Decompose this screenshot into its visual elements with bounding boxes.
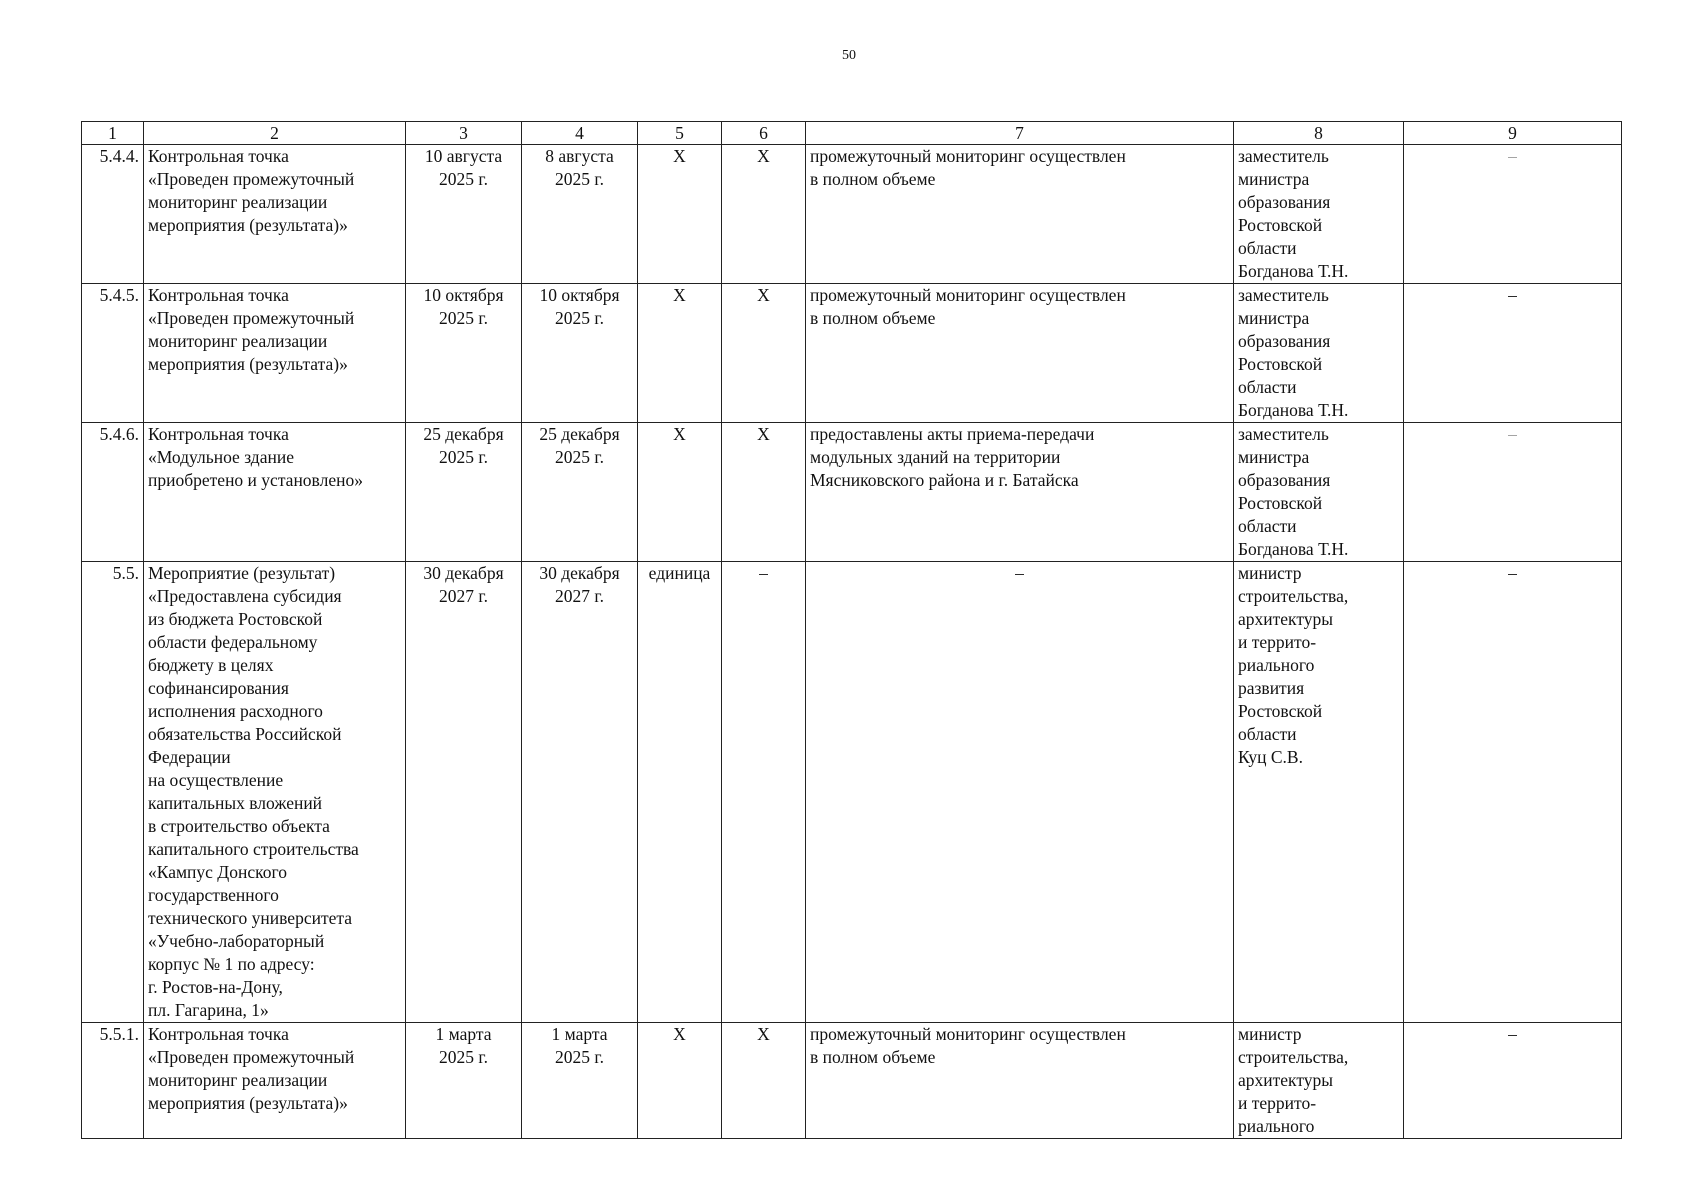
header-col-5: 5 xyxy=(638,122,722,145)
row-date-plan: 25 декабря 2025 г. xyxy=(406,423,522,562)
header-row xyxy=(82,122,1622,145)
row-name: Контрольная точка «Проведен промежуточный мониторинг реализации мероприятия (результата)» xyxy=(144,284,406,423)
header-col-3: 3 xyxy=(406,122,522,145)
row-col6: Х xyxy=(722,145,806,284)
row-col6: Х xyxy=(722,423,806,562)
header-col-6: 6 xyxy=(722,122,806,145)
row-result: промежуточный мониторинг осуществлен в полном объеме xyxy=(806,284,1234,423)
row-col9: – xyxy=(1404,145,1622,284)
row-responsible: министр строительства, архитектуры и террито- риального развития Ростовской области Куц С.В. xyxy=(1234,562,1404,1023)
row-unit: Х xyxy=(638,1023,722,1139)
row-number: 5.4.5. xyxy=(82,284,144,423)
row-responsible: заместитель министра образования Ростовской области Богданова Т.Н. xyxy=(1234,284,1404,423)
row-date-fact: 25 декабря 2025 г. xyxy=(522,423,638,562)
header-col-2: 2 xyxy=(144,122,406,145)
row-date-plan: 30 декабря 2027 г. xyxy=(406,562,522,1023)
row-col9: – xyxy=(1404,423,1622,562)
row-responsible: заместитель министра образования Ростовской области Богданова Т.Н. xyxy=(1234,423,1404,562)
table-row xyxy=(82,284,1622,423)
plan-table xyxy=(81,121,1622,1139)
table-row xyxy=(82,145,1622,284)
row-name: Мероприятие (результат) «Предоставлена субсидия из бюджета Ростовской области федеральному бюджету в целях софинансирования исполнения расходного обязательства Российской Федерации на осуществление капитальных вложений в строительство объекта капитального строительства «Кампус Донского государственного технического университета «Учебно-лабораторный корпус № 1 по адресу: г. Ростов-на-Дону, пл. Гагарина, 1» xyxy=(144,562,406,1023)
row-unit: единица xyxy=(638,562,722,1023)
row-date-plan: 1 марта 2025 г. xyxy=(406,1023,522,1139)
row-result: – xyxy=(806,562,1234,1023)
row-date-fact: 10 октября 2025 г. xyxy=(522,284,638,423)
header-col-9: 9 xyxy=(1404,122,1622,145)
table-row xyxy=(82,423,1622,562)
page-number: 50 xyxy=(842,48,856,63)
row-number: 5.5. xyxy=(82,562,144,1023)
row-unit: Х xyxy=(638,423,722,562)
row-name: Контрольная точка «Проведен промежуточный мониторинг реализации мероприятия (результата)» xyxy=(144,1023,406,1139)
row-number: 5.5.1. xyxy=(82,1023,144,1139)
row-col6: Х xyxy=(722,284,806,423)
row-result: предоставлены акты приема-передачи модульных зданий на территории Мясниковского района и г. Батайска xyxy=(806,423,1234,562)
row-col6: – xyxy=(722,562,806,1023)
header-col-7: 7 xyxy=(806,122,1234,145)
row-result: промежуточный мониторинг осуществлен в полном объеме xyxy=(806,145,1234,284)
row-date-plan: 10 октября 2025 г. xyxy=(406,284,522,423)
row-date-plan: 10 августа 2025 г. xyxy=(406,145,522,284)
row-date-fact: 1 марта 2025 г. xyxy=(522,1023,638,1139)
header-col-8: 8 xyxy=(1234,122,1404,145)
row-unit: Х xyxy=(638,145,722,284)
row-number: 5.4.4. xyxy=(82,145,144,284)
table-row xyxy=(82,1023,1622,1139)
row-name: Контрольная точка «Модульное здание приобретено и установлено» xyxy=(144,423,406,562)
row-col9: – xyxy=(1404,284,1622,423)
row-responsible: заместитель министра образования Ростовской области Богданова Т.Н. xyxy=(1234,145,1404,284)
header-col-4: 4 xyxy=(522,122,638,145)
row-date-fact: 30 декабря 2027 г. xyxy=(522,562,638,1023)
row-unit: Х xyxy=(638,284,722,423)
header-col-1: 1 xyxy=(82,122,144,145)
row-col6: Х xyxy=(722,1023,806,1139)
row-date-fact: 8 августа 2025 г. xyxy=(522,145,638,284)
row-result: промежуточный мониторинг осуществлен в полном объеме xyxy=(806,1023,1234,1139)
row-col9: – xyxy=(1404,562,1622,1023)
row-name: Контрольная точка «Проведен промежуточный мониторинг реализации мероприятия (результата)» xyxy=(144,145,406,284)
row-number: 5.4.6. xyxy=(82,423,144,562)
row-col9: – xyxy=(1404,1023,1622,1139)
row-responsible: министр строительства, архитектуры и террито- риального xyxy=(1234,1023,1404,1139)
table-row xyxy=(82,562,1622,1023)
